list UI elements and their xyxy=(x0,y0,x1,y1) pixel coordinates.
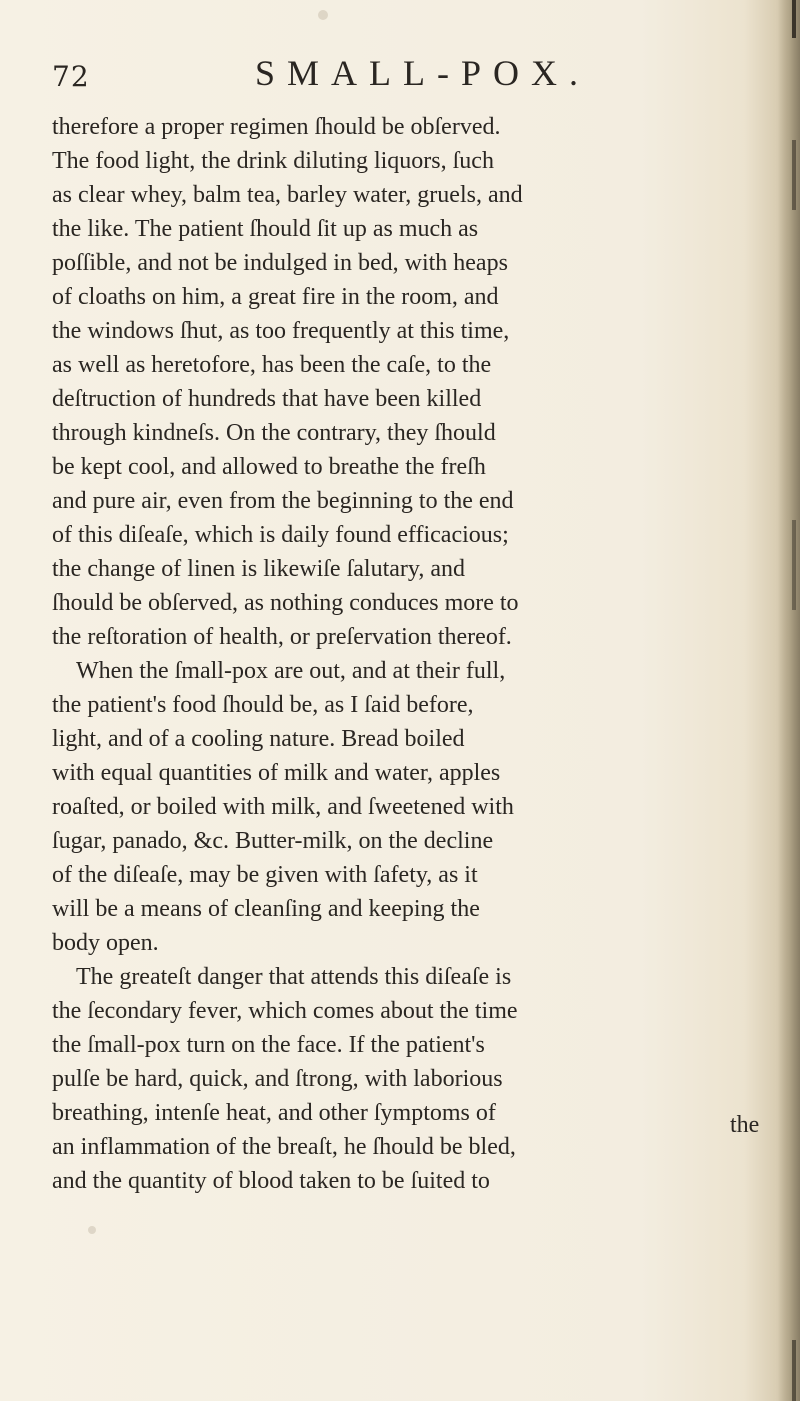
text-line: of this diſeaſe, which is daily found efficacious; xyxy=(52,522,509,548)
text-line: ſhould be obſerved, as nothing conduces more to xyxy=(52,590,519,616)
text-line: as well as heretofore, has been the caſe, to the xyxy=(52,352,492,378)
spine-ink-mark xyxy=(792,140,796,210)
text-line: will be a means of cleanſing and keeping the xyxy=(52,896,480,922)
text-line: of cloaths on him, a great fire in the room, and xyxy=(52,284,499,310)
text-line: the patient's food ſhould be, as I ſaid before, xyxy=(52,692,474,718)
text-line: and pure air, even from the beginning to the end xyxy=(52,488,514,514)
text-line: body open. xyxy=(52,930,159,956)
spine-ink-mark xyxy=(792,1340,796,1401)
text-line: with equal quantities of milk and water, apples xyxy=(52,760,501,786)
text-line: The greateſt danger that attends this diſeaſe is xyxy=(76,964,512,990)
text-line: of the diſeaſe, may be given with ſafety, as it xyxy=(52,862,478,888)
text-line: the windows ſhut, as too frequently at this time, xyxy=(52,318,510,344)
text-line: pulſe be hard, quick, and ſtrong, with laborious xyxy=(52,1066,503,1092)
text-line: the ſmall-pox turn on the face. If the patient's xyxy=(52,1032,485,1058)
page-number: 72 xyxy=(52,60,90,93)
text-line: When the ſmall-pox are out, and at their full, xyxy=(76,658,506,684)
text-line: The food light, the drink diluting liquors, ſuch xyxy=(52,148,494,174)
text-line: the like. The patient ſhould ſit up as much as xyxy=(52,216,479,242)
text-line: the change of linen is likewiſe ſalutary, and xyxy=(52,556,465,582)
text-line: ſugar, panado, &c. Butter-milk, on the decline xyxy=(52,828,494,854)
text-line: through kindneſs. On the contrary, they ſhould xyxy=(52,420,496,446)
catchword: the xyxy=(730,1112,760,1138)
spine-ink-mark xyxy=(792,520,796,610)
text-line: as clear whey, balm tea, barley water, gruels, and xyxy=(52,182,523,208)
text-line: be kept cool, and allowed to breathe the freſh xyxy=(52,454,486,480)
text-line: therefore a proper regimen ſhould be obſerved. xyxy=(52,114,501,140)
running-head: SMALL-POX. xyxy=(255,53,591,93)
text-line: deſtruction of hundreds that have been killed xyxy=(52,386,482,412)
page-spine-shadow xyxy=(778,0,800,1401)
text-line: an inflammation of the breaſt, he ſhould be bled, xyxy=(52,1134,516,1160)
paper-speck xyxy=(88,1226,96,1234)
text-line: light, and of a cooling nature. Bread boiled xyxy=(52,726,465,752)
spine-ink-mark xyxy=(792,0,796,38)
text-line: the ſecondary fever, which comes about the time xyxy=(52,998,518,1024)
text-line: the reſtoration of health, or preſervation thereof. xyxy=(52,624,512,650)
text-line: roaſted, or boiled with milk, and ſweetened with xyxy=(52,794,514,820)
text-line: and the quantity of blood taken to be ſuited to xyxy=(52,1168,490,1194)
text-line: poſſible, and not be indulged in bed, with heaps xyxy=(52,250,508,276)
text-line: breathing, intenſe heat, and other ſymptoms of xyxy=(52,1100,496,1126)
paper-speck xyxy=(318,10,328,20)
page-header xyxy=(52,52,612,96)
